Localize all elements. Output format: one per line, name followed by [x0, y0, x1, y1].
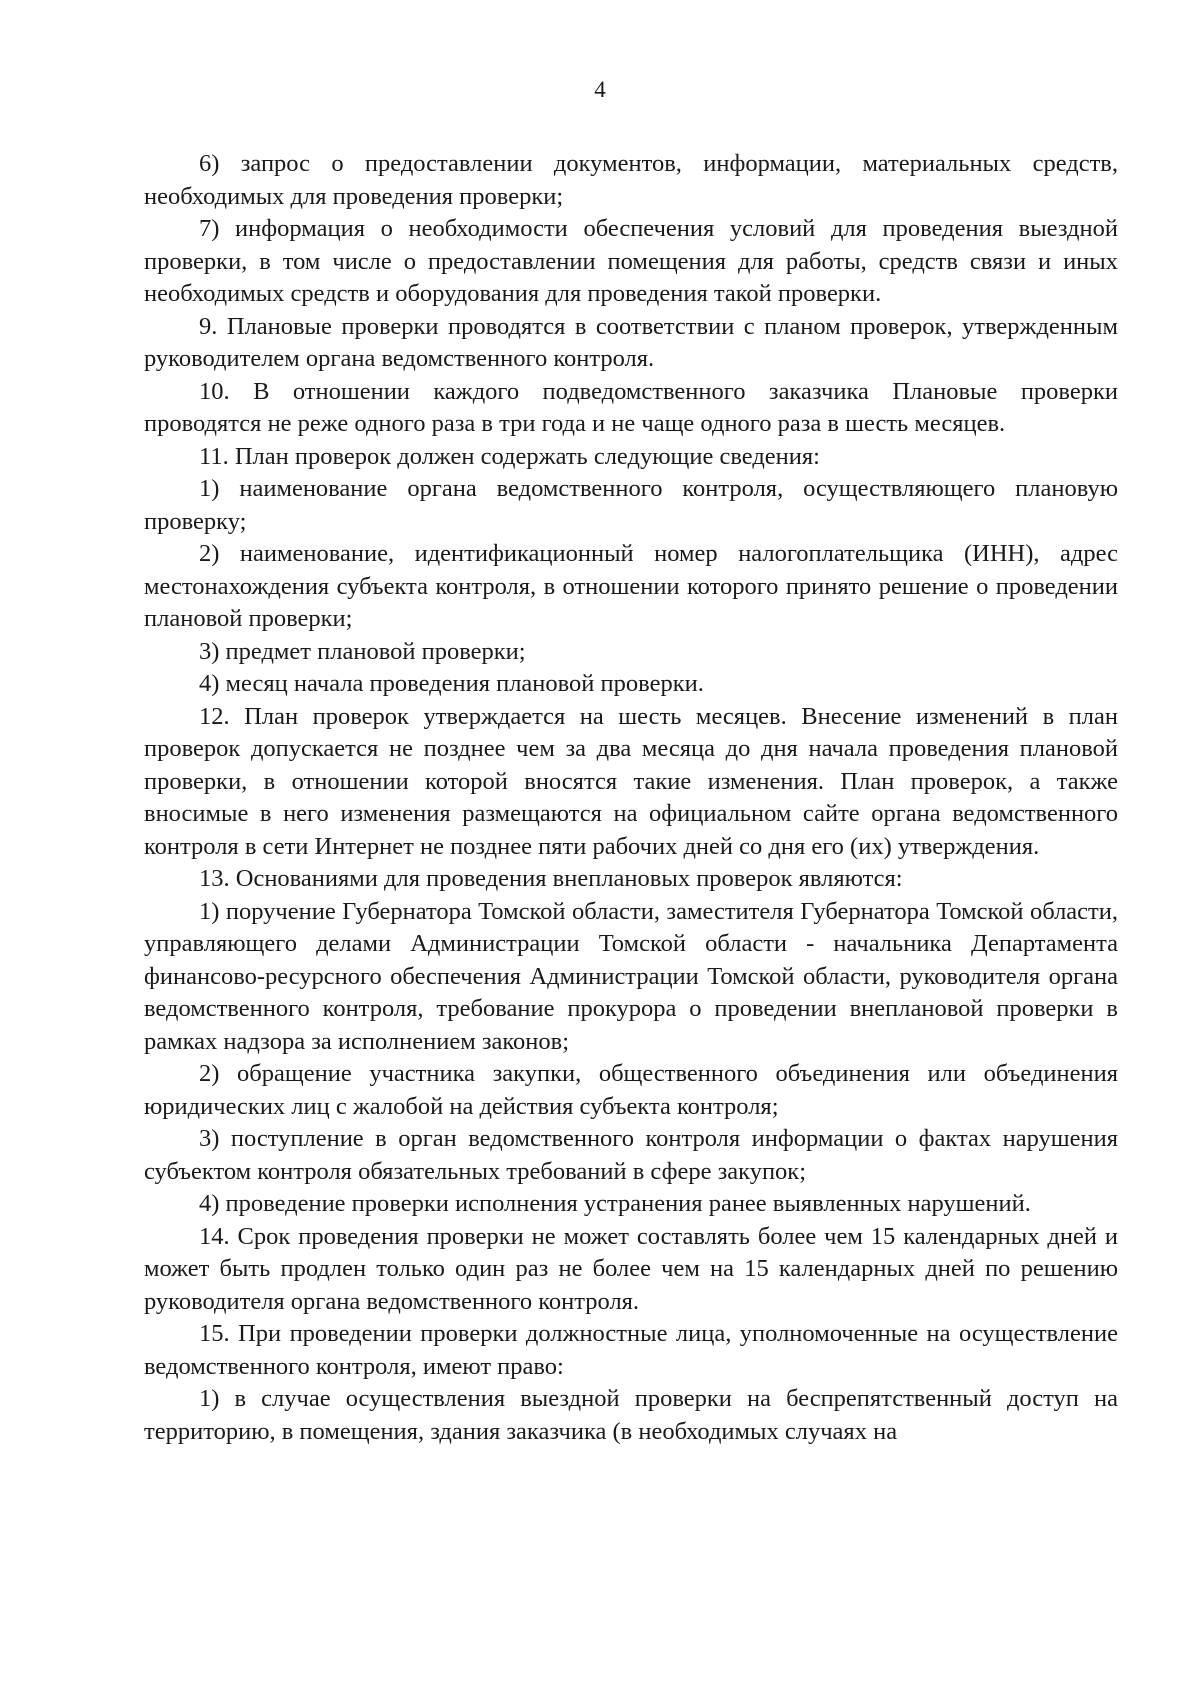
paragraph-clause-11: 11. План проверок должен содержать следующие сведения: [199, 442, 820, 470]
paragraph-clause-11-item-3: 3) предмет плановой проверки; [199, 637, 526, 665]
paragraph-clause-9: 9. Плановые проверки проводятся в соответствии с планом проверок, утвержденным руководителем органа ведомственного контроля. [144, 312, 1118, 372]
paragraph-clause-13-item-4: 4) проведение проверки исполнения устранения ранее выявленных нарушений. [199, 1190, 1031, 1217]
paragraph-clause-13-item-1: 1) поручение Губернатора Томской области, заместителя Губернатора Томской области, управляющего делами Администрации Томской области - начальника Департамента финансово-ресурсного обеспечения Администрации Томской области, руководителя органа ведомственного контроля, требование прокурора о проведении внеплановой проверки в рамках надзора за исполнением законов; [144, 897, 1118, 1055]
paragraph-item-7: 7) информация о необходимости обеспечения условий для проведения выездной проверки, в том числе о предоставлении помещения для работы, средств связи и иных необходимых средств и оборудования для проведения такой проверки. [144, 215, 1118, 307]
paragraph-clause-15: 15. При проведении проверки должностные лица, уполномоченные на осуществление ведомственного контроля, имеют право: [144, 1320, 1118, 1380]
paragraph-clause-15-item-1: 1) в случае осуществления выездной проверки на беспрепятственный доступ на территорию, в помещения, здания заказчика (в необходимых случаях на [144, 1385, 1118, 1445]
paragraph-clause-13-item-3: 3) поступление в орган ведомственного контроля информации о фактах нарушения субъектом контроля обязательных требований в сфере закупок; [144, 1125, 1118, 1185]
paragraph-clause-10: 10. В отношении каждого подведомственного заказчика Плановые проверки проводятся не реже одного раза в три года и не чаще одного раза в шесть месяцев. [144, 377, 1118, 437]
page-number: 4 [594, 77, 606, 102]
paragraph-clause-11-item-2: 2) наименование, идентификационный номер налогоплательщика (ИНН), адрес местонахождения субъекта контроля, в отношении которого принято решение о проведении плановой проверки; [144, 540, 1118, 632]
paragraph-clause-13: 13. Основаниями для проведения внеплановых проверок являются: [199, 865, 903, 892]
paragraph-clause-13-item-2: 2) обращение участника закупки, общественного объединения или объединения юридических лиц с жалобой на действия субъекта контроля; [144, 1060, 1118, 1120]
paragraph-item-6: 6) запрос о предоставлении документов, информации, материальных средств, необходимых для проведения проверки; [144, 150, 1118, 210]
document-body [144, 148, 1118, 1448]
paragraph-clause-11-item-4: 4) месяц начала проведения плановой проверки. [199, 670, 704, 697]
paragraph-clause-11-item-1: 1) наименование органа ведомственного контроля, осуществляющего плановую проверку; [144, 475, 1118, 535]
paragraph-clause-14: 14. Срок проведения проверки не может составлять более чем 15 календарных дней и может быть продлен только один раз не более чем на 15 календарных дней по решению руководителя органа ведомственного контроля. [144, 1222, 1118, 1315]
paragraph-clause-12: 12. План проверок утверждается на шесть месяцев. Внесение изменений в план проверок допускается не позднее чем за два месяца до дня начала проведения плановой проверки, в отношении которой вносятся такие изменения. План проверок, а также вносимые в него изменения размещаются на официальном сайте органа ведомственного контроля в сети Интернет не позднее пяти рабочих дней со дня его (их) утверждения. [144, 702, 1118, 860]
